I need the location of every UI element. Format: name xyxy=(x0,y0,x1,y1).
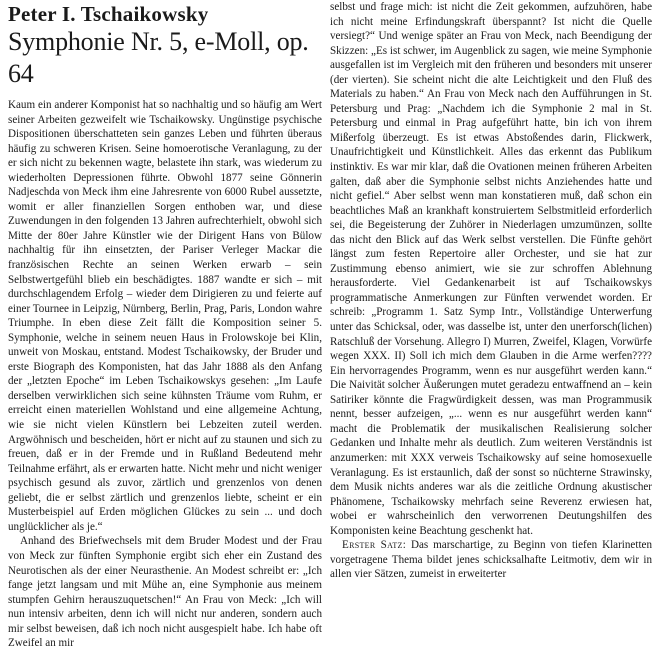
left-column xyxy=(8,0,322,672)
section-label: Erster Satz: xyxy=(342,539,407,552)
work-title: Symphonie Nr. 5, e-Moll, op. 64 xyxy=(8,27,309,88)
composer-name: Peter I. Tschaikowsky xyxy=(8,2,209,26)
right-column xyxy=(330,0,652,672)
section-text: Das marschartige, zu Beginn von tiefen Klarinetten vorgetragene Thema bildet jenes schicksalhafte Leitmotiv, dem wir in allen vier Sätzen, zumeist in erweiterter xyxy=(330,539,652,581)
body-paragraph: Kaum ein anderer Komponist hat so nachhaltig und so häufig am Wert seiner Arbeiten gezweifelt wie Tschaikowsky. Ungünstige psychische Dispositionen überschatteten sein ganzes Leben und führten überaus häufig zu schweren Krisen. Seine homoerotische Veranlagung, zu der er sich nicht zu bekennen wagte, belastete ihn stark, was wiederum zu wiederholten Depressionen führte. Obwohl 1877 seine Gönnerin Nadjeschda von Meck ihm eine Jahresrente von 6000 Rubel aussetzte, womit er aller finanziellen Sorgen enthoben war, und diese Zuwendungen in den folgenden 13 Jahren aufrechterhielt, obwohl sich Mitte der 80er Jahre Künstler wie der Dirigent Hans von Bülow nachhaltig für ihn einsetzten, der Pariser Verleger Mackar die französischen Rechte an seinen Werken erwarb – sein Selbstwertgefühl blieb ein beschädigtes. 1887 wandte er sich – mit durchschlagendem Erfolg – wieder dem Dirigieren zu und feierte auf einer Tournee in Leipzig, Nürnberg, Berlin, Prag, Paris, London wahre Triumphe. In eben diese Zeit fällt die Komposition seiner 5. Symphonie, welche in seinem neuen Haus in Frolowskoje bei Klin, unweit von Moskau, entstand. Modest Tschaikowsky, der Bruder und erste Biograph des Komponisten, hat das Jahr 1888 als den Anfang der „letzten Epoche“ im Leben Tschaikowskys gesehen: „Im Laufe derselben verwirklichen sich seine kühnsten Träume vom Ruhm, er erreicht einen materiellen Wohlstand und eine allgemeine Achtung, wie sie nicht vielen Künstlern bei Lebzeiten zuteil werden. Argwöhnisch und bescheiden, hört er nicht auf zu staunen und sich zu freuen, daß er in der Fremde und in Rußland Bedeutend mehr Teilnahme erfährt, als er erwarten hatte. Nicht mehr und nicht weniger psychisch gesund als zuvor, zärtlich und grenzenlos von denen geliebt, die er selbst zärtlich und grenzenlos liebte, scheint er ein Musterbeispiel auf Erden möglichen Glückes zu sein ... und doch unglücklicher als je.“ xyxy=(8,99,322,533)
body-paragraph: selbst und frage mich: ist nicht die Zeit gekommen, aufzuhören, habe ich nicht meine Erfindungskraft überspannt? Ist nicht die Quelle versiegt?“ Und wenige später an Frau von Meck, nach Beendigung der Skizzen: „Es ist schwer, im Augenblick zu sagen, wie meine Symphonie ausgefallen ist im Vergleich mit den früheren und besonders mit unserer (der vierten). Sie scheint nicht die alte Leichtigkeit und den Fluß des Materials zu haben.“ An Frau von Meck nach den Aufführungen in St. Petersburg und Prag: „Nachdem ich die Symphonie 2 mal in St. Petersburg und einmal in Prag aufgeführt hatte, bin ich von ihrem Mißerfolg überzeugt. Es ist etwas Abstoßendes darin, Flickwerk, Unaufrichtigkeit und Künstlichkeit. Alles das erkennt das Publikum instinktiv. Es war mir klar, daß die Ovationen meinen früheren Arbeiten galten, daß aber die Symphonie selbst nichts Anziehendes hatte und nicht gefiel.“ Aber selbst wenn man konstatieren muß, daß schon ein beachtliches Maß an krankhaft konstruiertem Selbstmitleid erforderlich sei, die Begeisterung der Zuhörer in Niederlagen umzumünzen, sollte das nicht den Blick auf das Werk selbst verstellen. Die Fünfte gehört längst zum festen Repertoire aller Orchester, und sie hat zur Zustimmung ebenso animiert, wie sie zur schroffen Ablehnung herausforderte. Viel Gedankenarbeit ist auf Tschaikowskys programmatische Anmerkungen zur Fünften verwendet worden. Er schreib: „Programm 1. Satz Symp Intr., Vollständige Unterwerfung unter das Schicksal, oder, was dasselbe ist, unter den unerforsch(lichen) Ratschluß der Vorsehung. Allegro I) Murren, Zweifel, Klagen, Vorwürfe wegen XXX. II) Soll ich mich dem Glauben in die Arme werfen???? Ein hervorragendes Programm, wenn es nur ausgeführt werden kann.“ Die Naivität solcher Äußerungen mutet geradezu entwaffnend an – kein Satiriker könnte die Fragwürdigkeit dessen, was man Programmusik nennt, besser aufzeigen, „... wenn es nur ausgeführt werden kann“ macht die Problematik der musikalischen Realisierung solcher Gedanken und Inhalte mehr als deutlich. Zum weiteren Verständnis ist anzumerken: mit XXX verweis Tschaikowsky auf seine homosexuelle Veranlagung. Es ist erstaunlich, daß der sonst so nüchterne Strawinsky, dem Musik nichts anderes war als die zeitliche Ordnung akustischer Phänomene, Tschaikowsky mehrfach seine Reverenz erwiesen hat, wobei er wahrscheinlich den verworrenen Deutungshilfen des Komponisten keine Beachtung geschenkt hat. xyxy=(330,1,652,537)
body-paragraph: Anhand des Briefwechsels mit dem Bruder Modest und der Frau von Meck zur fünften Symphonie ergibt sich eher ein Zustand des Neurotischen als der einer Neurasthenie. An Modest schreibt er: „Ich fange jetzt langsam und mit Mühe an, eine Symphonie aus meinem stumpfen Gehirn herauszuquetschen!“ An Frau von Meck: „Ich will nun intensiv arbeiten, denn ich will nicht nur anderen, sondern auch mir selbst beweisen, daß ich noch nicht ausgespielt habe. Ich habe oft Zweifel an mir xyxy=(8,535,322,650)
section-paragraph xyxy=(330,538,652,582)
